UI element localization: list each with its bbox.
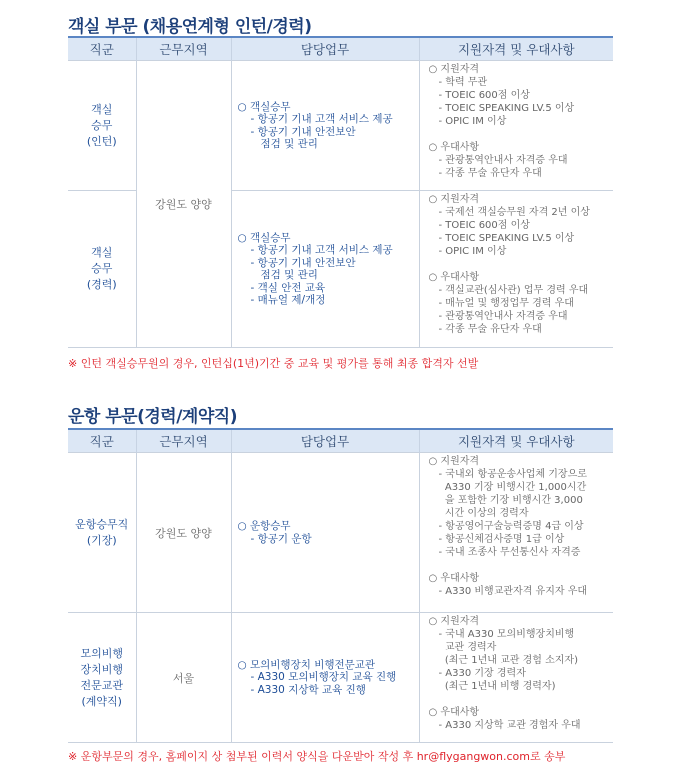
header-location: 근무지역 (136, 429, 231, 453)
header-duty: 담당업무 (231, 37, 419, 61)
location-cell: 강원도 양양 (136, 61, 231, 348)
header-job: 직군 (68, 429, 136, 453)
ops-header-row (68, 429, 613, 453)
job-cell: 모의비행 장치비행 전문교관 (계약직) (68, 613, 136, 743)
ops-note: ※ 운항부문의 경우, 홈페이지 상 첨부된 이력서 양식을 다운받아 작성 후 hr@flygangwon.com로 송부 (68, 750, 566, 763)
location-cell: 서울 (136, 613, 231, 743)
header-job: 직군 (68, 37, 136, 61)
qualification-cell: ○ 지원자격 - 학력 무관 - TOEIC 600점 이상 - TOEIC SPEAKING LV.5 이상 - OPIC IM 이상 ○ 우대사항 - 관광통역안내사 자격증 우대 - 각종 무술 유단자 우대 (419, 61, 613, 191)
table-row (68, 613, 613, 743)
qualification-cell: ○ 지원자격 - 국내 A330 모의비행장치비행 교관 경력자 (최근 1년내 교관 경험 소지자) - A330 기장 경력자 (최근 1년내 비행 경력자) ○ 우대사항 - A330 지상학 교관 경험자 우대 (419, 613, 613, 743)
job-cell: 객실 승무 (인턴) (68, 61, 136, 191)
table-row (68, 453, 613, 613)
header-qualification: 지원자격 및 우대사항 (419, 37, 613, 61)
ops-section-title: 운항 부문(경력/계약직) (68, 407, 237, 427)
cabin-header-row (68, 37, 613, 61)
duty-cell: ○ 모의비행장치 비행전문교관 - A330 모의비행장치 교육 진행 - A330 지상학 교육 진행 (231, 613, 419, 743)
job-cell: 객실 승무 (경력) (68, 191, 136, 348)
duty-cell: ○ 객실승무 - 항공기 기내 고객 서비스 제공 - 항공기 기내 안전보안 점검 및 관리 - 객실 안전 교육 - 매뉴얼 제/개정 (231, 191, 419, 348)
job-cell: 운항승무직 (기장) (68, 453, 136, 613)
table-row (68, 61, 613, 191)
qualification-cell: ○ 지원자격 - 국제선 객실승무원 자격 2년 이상 - TOEIC 600점 이상 - TOEIC SPEAKING LV.5 이상 - OPIC IM 이상 ○ 우대사항 - 객실교관(심사관) 업무 경력 우대 - 매뉴얼 및 행정업무 경력 우대 - 관광통역안내사 자격증 우대 - 각종 무술 유단자 우대 (419, 191, 613, 348)
cabin-section-title: 객실 부문 (채용연계형 인턴/경력) (68, 17, 312, 37)
location-cell: 강원도 양양 (136, 453, 231, 613)
qualification-cell: ○ 지원자격 - 국내외 항공운송사업체 기장으로 A330 기장 비행시간 1,000시간 을 포함한 기장 비행시간 3,000 시간 이상의 경력자 - 항공영어구술능력증명 4급 이상 - 항공신체검사증명 1급 이상 - 국내 조종사 무선통신사 자격증 ○ 우대사항 - A330 비행교관자격 유지자 우대 (419, 453, 613, 613)
cabin-note: ※ 인턴 객실승무원의 경우, 인턴십(1년)기간 중 교육 및 평가를 통해 최종 합격자 선발 (68, 357, 479, 370)
header-qualification: 지원자격 및 우대사항 (419, 429, 613, 453)
ops-table (68, 428, 613, 743)
duty-cell: ○ 운항승무 - 항공기 운항 (231, 453, 419, 613)
cabin-table (68, 36, 613, 348)
header-duty: 담당업무 (231, 429, 419, 453)
header-location: 근무지역 (136, 37, 231, 61)
duty-cell: ○ 객실승무 - 항공기 기내 고객 서비스 제공 - 항공기 기내 안전보안 점검 및 관리 (231, 61, 419, 191)
